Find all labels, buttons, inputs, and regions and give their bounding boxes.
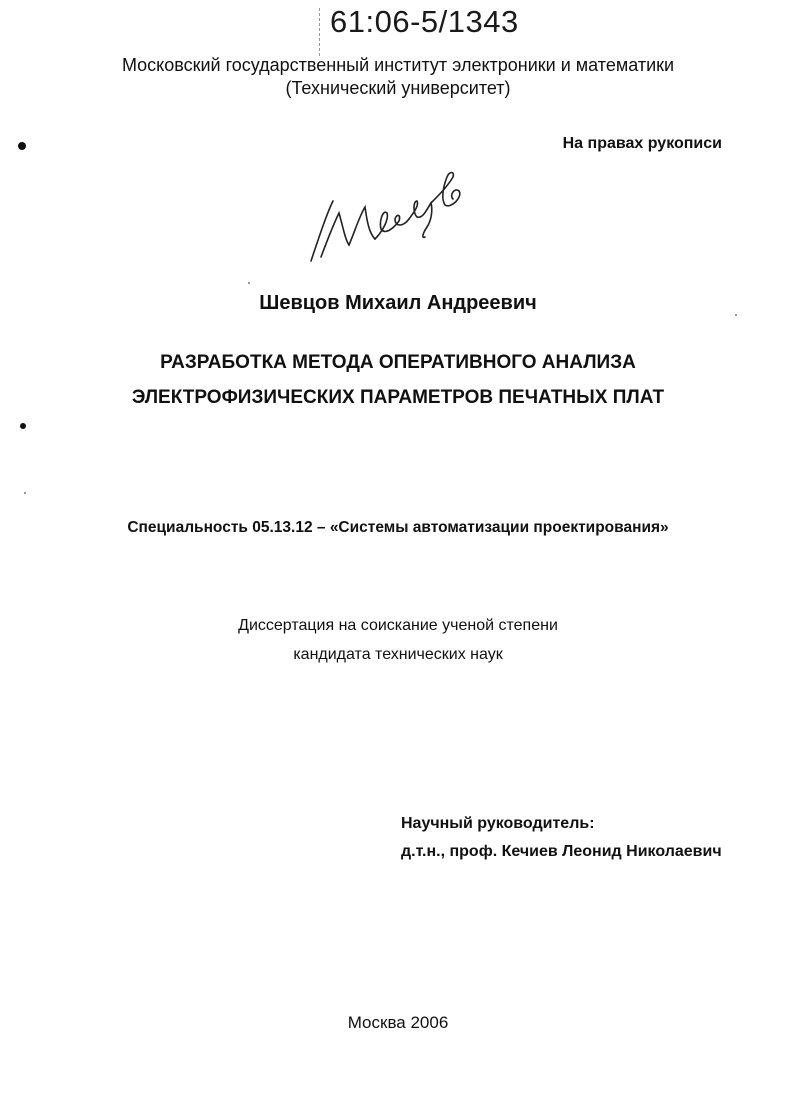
rights-note: На правах рукописи <box>562 135 722 152</box>
institution-subtitle: (Технический университет) <box>285 78 511 98</box>
punch-hole-mark-middle <box>20 423 26 429</box>
dissertation-title-line-2: ЭЛЕКТРОФИЗИЧЕСКИХ ПАРАМЕТРОВ ПЕЧАТНЫХ ПЛАТ <box>131 387 665 408</box>
archive-stamp-code: 61:06-5/1343 <box>330 4 519 39</box>
degree-line-1: Диссертация на соискание ученой степени <box>238 617 558 634</box>
advisor-label: Научный руководитель: <box>401 815 595 832</box>
degree-line-2: кандидата технических наук <box>293 646 503 663</box>
author-name: Шевцов Михаил Андреевич <box>259 292 537 314</box>
scan-speck <box>735 314 737 316</box>
dissertation-title-line-1: РАЗРАБОТКА МЕТОДА ОПЕРАТИВНОГО АНАЛИЗА <box>160 352 636 373</box>
stamp-divider <box>319 8 321 56</box>
institution-name: Московский государственный институт электроники и математики <box>121 55 675 75</box>
punch-hole-mark-top <box>18 142 26 150</box>
author-signature <box>303 165 478 270</box>
scan-speck <box>24 492 26 494</box>
specialty-line: Специальность 05.13.12 – «Системы автоматизации проектирования» <box>127 519 669 536</box>
advisor-name: д.т.н., проф. Кечиев Леонид Николаевич <box>401 843 722 860</box>
scan-speck <box>248 282 250 284</box>
city-year: Москва 2006 <box>347 1013 449 1032</box>
